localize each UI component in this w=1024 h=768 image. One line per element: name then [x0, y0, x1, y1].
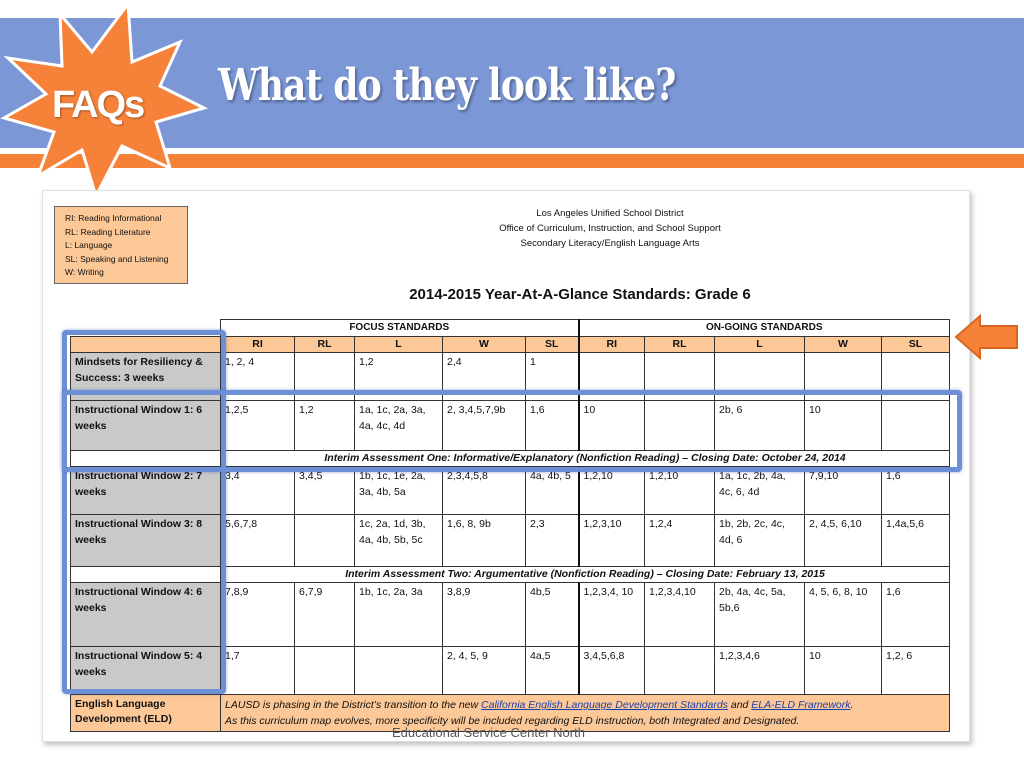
table-cell: 4b,5 — [526, 583, 579, 647]
table-cell: 1,4a,5,6 — [882, 515, 950, 567]
row-label: Instructional Window 1: 6 weeks — [71, 401, 221, 451]
table-cell: 10 — [579, 401, 645, 451]
table-cell: 2, 3,4,5,7,9b — [443, 401, 526, 451]
standards-legend — [54, 206, 188, 284]
column-header: L — [715, 336, 805, 353]
table-cell: 3,4 — [221, 467, 295, 515]
table-cell: 1b, 1c, 2a, 3a — [355, 583, 443, 647]
column-header: RL — [295, 336, 355, 353]
table-cell: 1 — [526, 353, 579, 401]
table-cell: 2, 4,5, 6,10 — [805, 515, 882, 567]
eld-description — [221, 695, 950, 732]
table-cell: 5,6,7,8 — [221, 515, 295, 567]
table-cell: 2, 4, 5, 9 — [443, 647, 526, 695]
eld-standards-link[interactable]: California English Language Development Standards — [481, 699, 728, 711]
eld-text: . — [850, 699, 854, 711]
column-header: W — [805, 336, 882, 353]
table-cell: 2b, 4a, 4c, 5a, 5b,6 — [715, 583, 805, 647]
window-one-highlight — [62, 390, 962, 472]
row-label: Instructional Window 2: 7 weeks — [71, 467, 221, 515]
eld-framework-link[interactable]: ELA-ELD Framework — [751, 699, 851, 711]
table-cell: 3,4,5 — [295, 467, 355, 515]
legend-item: L: Language — [65, 240, 113, 250]
ongoing-standards-header: ON-GOING STANDARDS — [579, 320, 950, 337]
district-name: Los Angeles Unified School District — [536, 208, 684, 219]
table-cell: 1,2,10 — [579, 467, 645, 515]
table-cell: 1a, 1c, 2b, 4a, 4c, 6, 4d — [715, 467, 805, 515]
table-cell: 1,2,3,4,6 — [715, 647, 805, 695]
eld-note: As this curriculum map evolves, more specificity will be included regarding ELD instruction, both Integrated and Designated. — [225, 715, 800, 727]
table-cell: 1,2,3,4, 10 — [579, 583, 645, 647]
focus-standards-header: FOCUS STANDARDS — [221, 320, 579, 337]
legend-item: W: Writing — [65, 267, 104, 277]
table-cell: 2b, 6 — [715, 401, 805, 451]
column-header: RI — [221, 336, 295, 353]
district-header — [420, 206, 800, 251]
column-header: L — [355, 336, 443, 353]
table-cell: 10 — [805, 647, 882, 695]
table-cell: 1,2,3,4,10 — [645, 583, 715, 647]
table-cell: 1,2,10 — [645, 467, 715, 515]
row-labels-highlight — [62, 330, 226, 694]
column-header: RL — [645, 336, 715, 353]
table-cell: 3,4,5,6,8 — [579, 647, 645, 695]
row-label: Mindsets for Resiliency & Success: 3 weeks — [71, 353, 221, 401]
row-label: Instructional Window 5: 4 weeks — [71, 647, 221, 695]
table-cell — [295, 647, 355, 695]
table-cell: 1a, 1c, 2a, 3a, 4a, 4c, 4d — [355, 401, 443, 451]
table-cell: 1, 2, 4 — [221, 353, 295, 401]
table-cell: 1b, 2b, 2c, 4c, 4d, 6 — [715, 515, 805, 567]
table-cell: 2,3,4,5,8 — [443, 467, 526, 515]
table-cell: 1,6 — [882, 583, 950, 647]
table-cell: 1,6 — [882, 467, 950, 515]
document-title: 2014-2015 Year-At-A-Glance Standards: Grade 6 — [409, 286, 751, 303]
table-cell: 4a,5 — [526, 647, 579, 695]
table-cell: 1,6 — [526, 401, 579, 451]
legend-item: RI: Reading Informational — [65, 213, 162, 223]
arrow-left-icon — [954, 314, 1020, 360]
department-name: Secondary Literacy/English Language Arts — [520, 238, 700, 249]
table-cell: 1,7 — [221, 647, 295, 695]
legend-item: RL: Reading Literature — [65, 226, 151, 237]
office-name: Office of Curriculum, Instruction, and School Support — [499, 223, 721, 234]
eld-label: English Language Development (ELD) — [71, 695, 221, 732]
table-cell: 1b, 1c, 1e, 2a, 3a, 4b, 5a — [355, 467, 443, 515]
table-cell: 1,2 — [295, 401, 355, 451]
eld-text: and — [727, 699, 752, 711]
table-cell: 4a, 4b, 5 — [526, 467, 579, 515]
slide-title: What do they look like? — [218, 60, 676, 111]
column-header: SL — [882, 336, 950, 353]
table-cell — [645, 647, 715, 695]
table-cell: 1,2 — [355, 353, 443, 401]
table-cell: 3,8,9 — [443, 583, 526, 647]
table-cell: 1,2,4 — [645, 515, 715, 567]
table-cell: 7,8,9 — [221, 583, 295, 647]
eld-text: LAUSD is phasing in the District’s transition to the new — [225, 699, 482, 711]
table-cell — [355, 647, 443, 695]
column-header: RI — [579, 336, 645, 353]
table-cell: 6,7,9 — [295, 583, 355, 647]
table-cell: 1,2,3,10 — [579, 515, 645, 567]
table-cell: 1,2,5 — [221, 401, 295, 451]
faq-badge: FAQs — [52, 84, 144, 126]
row-label: Instructional Window 3: 8 weeks — [71, 515, 221, 567]
table-cell: 2,4 — [443, 353, 526, 401]
legend-item: SL: Speaking and Listening — [65, 253, 169, 264]
interim-assessment-two: Interim Assessment Two: Argumentative (Nonfiction Reading) – Closing Date: February 13, 2015 — [221, 567, 950, 583]
column-header: W — [443, 336, 526, 353]
table-cell: 1,6, 8, 9b — [443, 515, 526, 567]
table-cell — [295, 515, 355, 567]
table-cell: 4, 5, 6, 8, 10 — [805, 583, 882, 647]
interim-assessment-one: Interim Assessment One: Informative/Explanatory (Nonfiction Reading) – Closing Date: October 24, 2014 — [221, 451, 950, 467]
table-cell: 7,9,10 — [805, 467, 882, 515]
table-cell: 10 — [805, 401, 882, 451]
table-cell: 1c, 2a, 1d, 3b, 4a, 4b, 5b, 5c — [355, 515, 443, 567]
table-cell: 2,3 — [526, 515, 579, 567]
footer-text: Educational Service Center North — [392, 725, 585, 740]
column-header: SL — [526, 336, 579, 353]
row-label: Instructional Window 4: 6 weeks — [71, 583, 221, 647]
table-cell: 1,2, 6 — [882, 647, 950, 695]
